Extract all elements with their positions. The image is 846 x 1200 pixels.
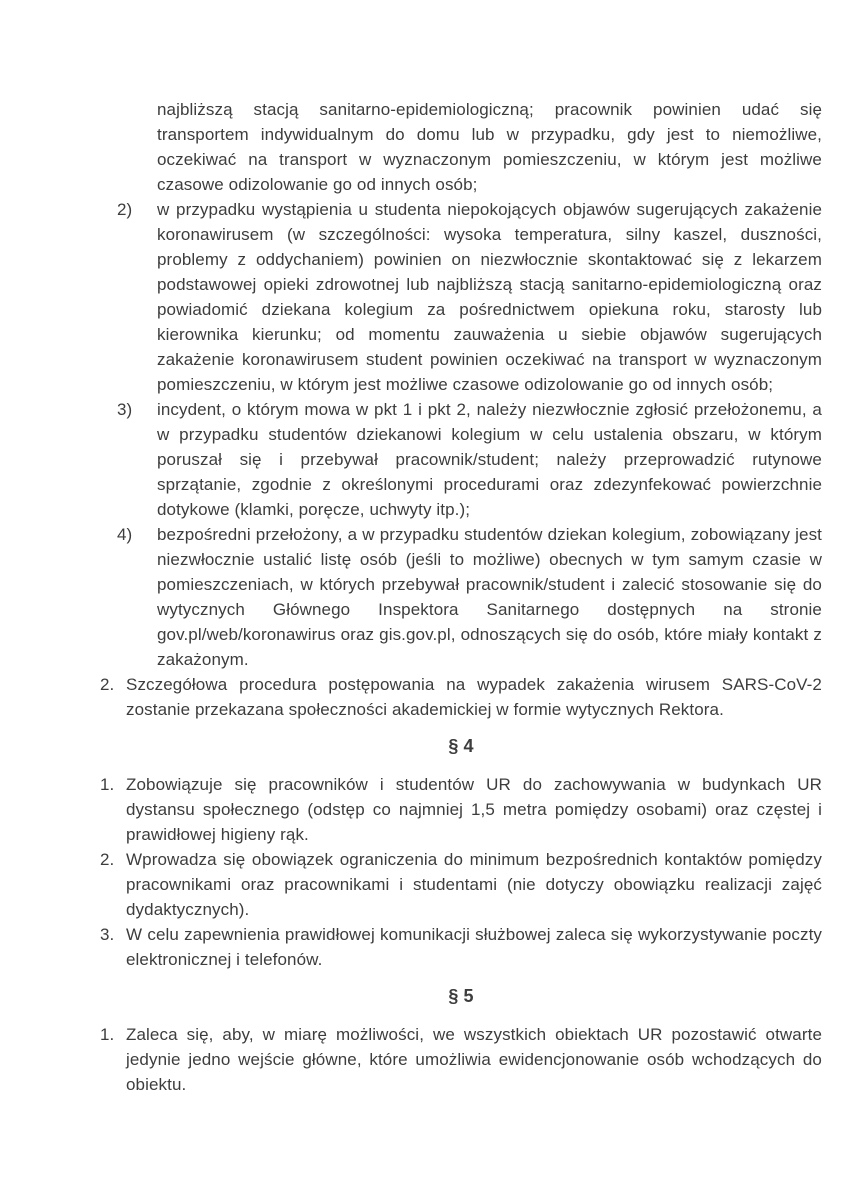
list-item-text: Zobowiązuje się pracowników i studentów UR do zachowywania w budynkach UR dystansu społecznego (odstęp co najmniej 1,5 metra pomiędzy osobami) oraz częstej i prawidłowej higieny rąk.: [126, 775, 822, 844]
section-4-item-3: [100, 922, 822, 972]
list-item-text: incydent, o którym mowa w pkt 1 i pkt 2, należy niezwłocznie zgłosić przełożonemu, a w przypadku studentów dziekanowi kolegium w celu ustalenia obszaru, w którym poruszał się i przebywał pracownik/student; należy przeprowadzić rutynowe sprzątanie, zgodnie z określonymi procedurami oraz zdezynfekować powierzchnie dotykowe (klamki, poręcze, uchwyty itp.);: [157, 400, 822, 519]
list-marker: 1.: [100, 1025, 115, 1044]
list-marker: 3): [117, 400, 133, 419]
list-item-text: W celu zapewnienia prawidłowej komunikacji służbowej zaleca się wykorzystywanie poczty elektronicznej i telefonów.: [126, 925, 822, 969]
section-5-item-1: [100, 1022, 822, 1097]
list-item-text: Szczegółowa procedura postępowania na wypadek zakażenia wirusem SARS-CoV-2 zostanie przekazana społeczności akademickiej w formie wytycznych Rektora.: [126, 675, 822, 719]
list-marker: 3.: [100, 925, 115, 944]
section-4-item-2: [100, 847, 822, 922]
list-item-text: Zaleca się, aby, w miarę możliwości, we wszystkich obiektach UR pozostawić otwarte jedynie jedno wejście główne, które umożliwia ewidencjonowanie osób wchodzących do obiektu.: [126, 1025, 822, 1094]
sub-list-item-3: [117, 397, 822, 522]
document-content: [100, 97, 822, 1097]
section-5-heading: § 5: [448, 986, 474, 1006]
section-4-heading: § 4: [448, 736, 474, 756]
numbered-item-2: [100, 672, 822, 722]
list-item-text: w przypadku wystąpienia u studenta niepokojących objawów sugerujących zakażenie koronawirusem (w szczególności: wysoka temperatura, silny kaszel, duszności, problemy z oddychaniem) powinien on niezwłocznie skontaktować się z lekarzem podstawowej opieki zdrowotnej lub najbliższą stacją sanitarno-epidemiologiczną oraz powiadomić dziekana kolegium za pośrednictwem opiekuna roku, starosty lub kierownika kierunku; od momentu zauważenia u siebie objawów sugerujących zakażenie koronawirusem student powinien oczekiwać na transport w wyznaczonym pomieszczeniu, w którym jest możliwe czasowe odizolowanie go od innych osób;: [157, 200, 822, 394]
list-marker: 2): [117, 200, 133, 219]
sub-list-item-4: [117, 522, 822, 672]
list-marker: 1.: [100, 775, 115, 794]
list-marker: 4): [117, 525, 133, 544]
list-item-text: bezpośredni przełożony, a w przypadku studentów dziekan kolegium, zobowiązany jest niezwłocznie ustalić listę osób (jeśli to możliwe) obecnych w tym samym czasie w pomieszczeniach, w których przebywał pracownik/student i zalecić stosowanie się do wytycznych Głównego Inspektora Sanitarnego dostępnych na stronie gov.pl/web/koronawirus oraz gis.gov.pl, odnoszących się do osób, które miały kontakt z zakażonym.: [157, 525, 822, 669]
sub-list-item-2: [117, 197, 822, 397]
list-marker: 2.: [100, 675, 115, 694]
list-marker: 2.: [100, 850, 115, 869]
section-4-item-1: [100, 772, 822, 847]
paragraph-continuation-item-1: najbliższą stacją sanitarno-epidemiologiczną; pracownik powinien udać się transportem indywidualnym do domu lub w przypadku, gdy jest to niemożliwe, oczekiwać na transport w wyznaczonym pomieszczeniu, w którym jest możliwe czasowe odizolowanie go od innych osób;: [157, 100, 822, 194]
list-item-text: Wprowadza się obowiązek ograniczenia do minimum bezpośrednich kontaktów pomiędzy pracownikami oraz pracownikami i studentami (nie dotyczy obowiązku realizacji zajęć dydaktycznych).: [126, 850, 822, 919]
